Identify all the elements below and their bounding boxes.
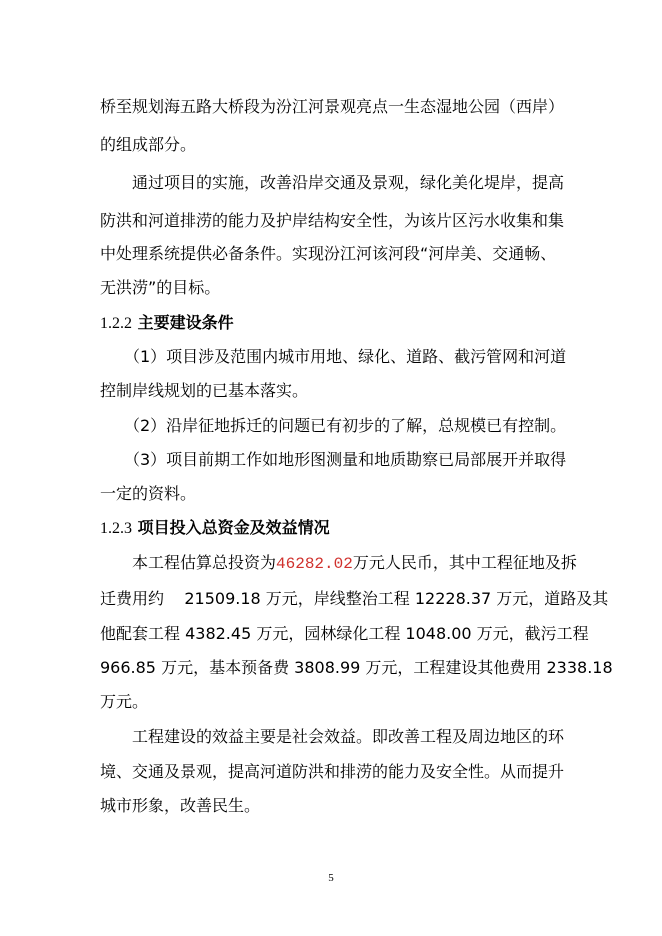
body-line: 的组成部分。 xyxy=(100,135,197,154)
section-heading-1-2-2 xyxy=(100,313,234,334)
body-line: 一定的资料。 xyxy=(100,484,197,503)
section-number: 1.2.3 xyxy=(100,520,132,537)
investment-suffix: 万元人民币，其中工程征地及拆 xyxy=(352,553,577,572)
body-line: 迁费用约 21509.18 万元，岸线整治工程 12228.37 万元，道路及其 xyxy=(100,589,609,608)
body-line: 他配套工程 4382.45 万元，园林绿化工程 1048.00 万元，截污工程 xyxy=(100,624,589,643)
body-line: 防洪和河道排涝的能力及护岸结构安全性，为该片区污水收集和集 xyxy=(100,211,565,230)
page-number: 5 xyxy=(328,872,334,884)
body-line: 城市形象，改善民生。 xyxy=(100,796,261,815)
body-line: 966.85 万元，基本预备费 3808.99 万元，工程建设其他费用 2338.18 xyxy=(100,658,613,677)
total-investment-amount: 46282.02 xyxy=(276,555,353,573)
body-line: 万元。 xyxy=(100,692,149,711)
list-item: （3）项目前期工作如地形图测量和地质勘察已局部展开并取得 xyxy=(124,450,567,469)
body-line: 控制岸线规划的已基本落实。 xyxy=(100,381,309,400)
investment-prefix: 本工程估算总投资为 xyxy=(132,553,277,572)
list-item: （2）沿岸征地拆迁的问题已有初步的了解，总规模已有控制。 xyxy=(124,416,567,435)
list-item: （1）项目涉及范围内城市用地、绿化、道路、截污管网和河道 xyxy=(124,347,567,366)
section-number: 1.2.2 xyxy=(100,315,132,332)
body-line: 工程建设的效益主要是社会效益。即改善工程及周边地区的环 xyxy=(132,727,565,746)
body-line: 桥至规划海五路大桥段为汾江河景观亮点一生态湿地公园（西岸） xyxy=(100,97,565,116)
body-line: 无洪涝”的目标。 xyxy=(100,278,221,297)
section-title: 主要建设条件 xyxy=(137,313,234,332)
body-line: 中处理系统提供必备条件。实现汾江河该河段“河岸美、交通畅、 xyxy=(100,244,557,263)
body-line: 境、交通及景观，提高河道防洪和排涝的能力及安全性。从而提升 xyxy=(100,762,565,781)
section-title: 项目投入总资金及效益情况 xyxy=(137,518,330,537)
section-heading-1-2-3 xyxy=(100,518,330,539)
body-line: 通过项目的实施，改善沿岸交通及景观，绿化美化堤岸，提高 xyxy=(132,173,565,192)
investment-line xyxy=(132,553,577,574)
